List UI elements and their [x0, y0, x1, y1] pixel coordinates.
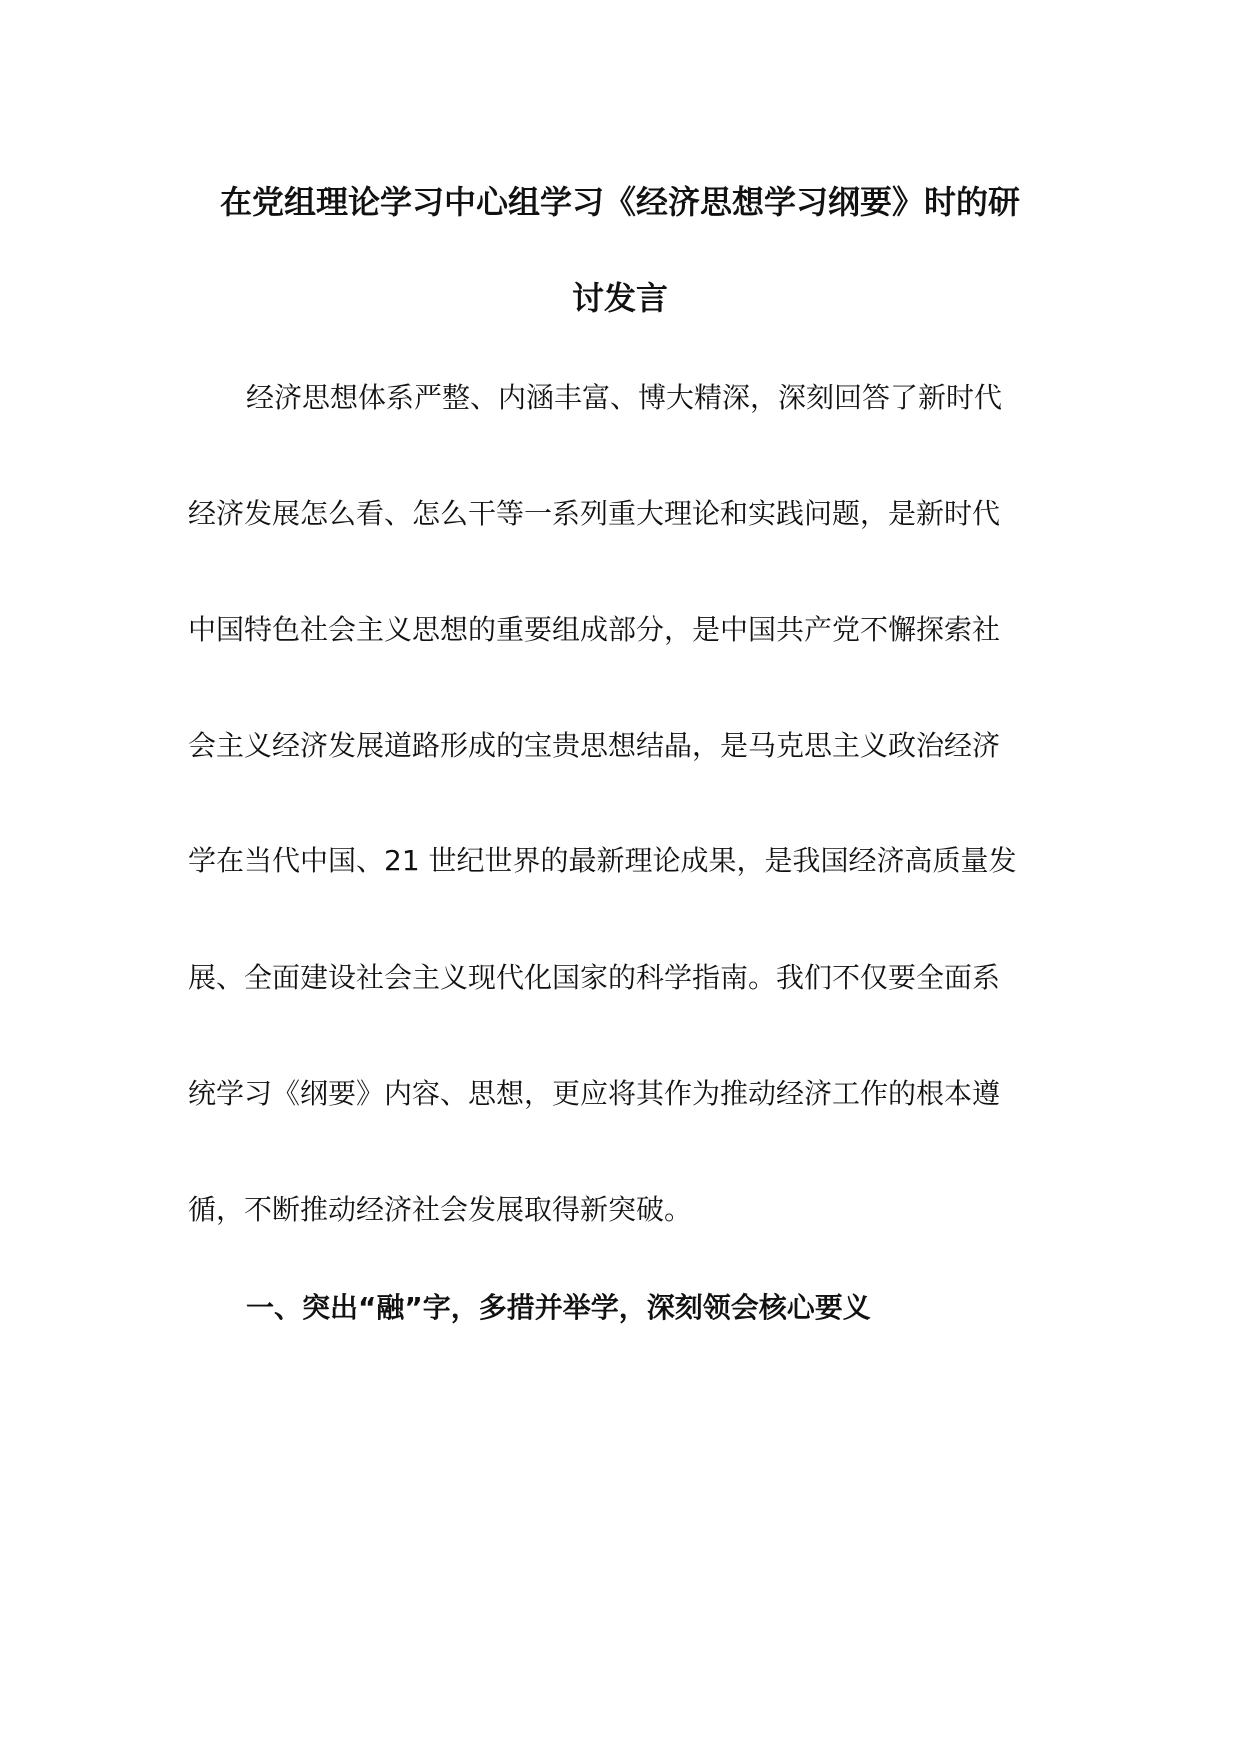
document-title-line-2: 讨发言	[571, 279, 668, 317]
paragraph-line-4: 会主义经济发展道路形成的宝贵思想结晶，是马克思主义政治经济	[188, 729, 1001, 762]
paragraph-line-3: 中国特色社会主义思想的重要组成部分，是中国共产党不懈探索社	[188, 613, 1001, 646]
paragraph-line-8: 循，不断推动经济社会发展取得新突破。	[188, 1193, 693, 1226]
paragraph-line-5: 学在当代中国、21 世纪世界的最新理论成果，是我国经济高质量发	[188, 844, 1017, 877]
paragraph-line-6: 展、全面建设社会主义现代化国家的科学指南。我们不仅要全面系	[188, 961, 1001, 994]
paragraph-line-1: 经济思想体系严整、内涵丰富、博大精深，深刻回答了新时代	[246, 381, 1003, 414]
paragraph-line-2: 经济发展怎么看、怎么干等一系列重大理论和实践问题，是新时代	[188, 497, 1001, 530]
paragraph-line-7: 统学习《纲要》内容、思想，更应将其作为推动经济工作的根本遵	[188, 1077, 1001, 1110]
section-heading: 一、突出“融”字，多措并举学，深刻领会核心要义	[246, 1291, 871, 1324]
document-title-line-1: 在党组理论学习中心组学习《经济思想学习纲要》时的研	[219, 183, 1020, 221]
